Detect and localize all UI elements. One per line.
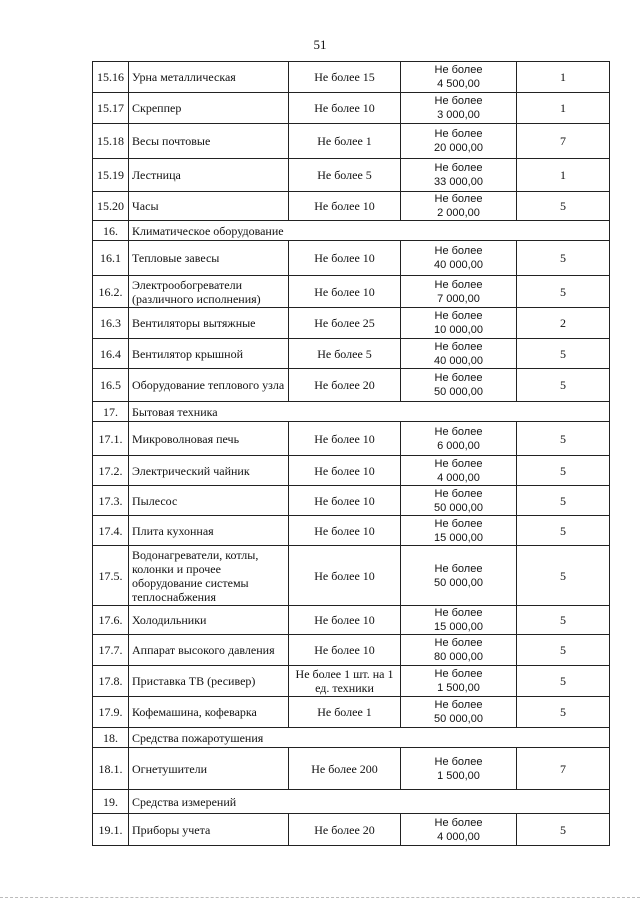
- price-label: Не более: [434, 162, 483, 174]
- row-number-cell: 17.3.: [93, 486, 129, 516]
- table-row: [93, 339, 610, 369]
- page-number: 51: [313, 37, 327, 52]
- price-cell: [401, 422, 517, 456]
- table-row: [93, 666, 610, 697]
- price-label: Не более: [434, 95, 483, 107]
- quantity-cell: Не более 1: [289, 124, 401, 159]
- table-body: [93, 62, 610, 846]
- row-number-cell: 16.1: [93, 241, 129, 276]
- item-name-cell: Огнетушители: [129, 748, 289, 790]
- quantity-cell: Не более 20: [289, 814, 401, 846]
- price-value: 50 000,00: [434, 386, 483, 398]
- row-number-cell: 17.6.: [93, 606, 129, 635]
- section-row: [93, 402, 610, 422]
- table-row: [93, 369, 610, 402]
- row-number-cell: 15.19: [93, 159, 129, 192]
- table-row: [93, 456, 610, 486]
- price-value: 1 500,00: [437, 769, 480, 782]
- table-row: [93, 814, 610, 846]
- service-life-cell: 5: [517, 192, 610, 221]
- price-label: Не более: [434, 487, 483, 500]
- quantity-cell: Не более 10: [289, 635, 401, 666]
- price-value: 20 000,00: [434, 142, 483, 154]
- service-life-cell: 5: [517, 339, 610, 369]
- price-cell: [401, 546, 517, 606]
- section-title-cell: Климатическое оборудование: [129, 221, 610, 241]
- quantity-cell: Не более 10: [289, 241, 401, 276]
- row-number-cell: 16.3: [93, 308, 129, 339]
- price-label: Не более: [434, 816, 483, 829]
- price-cell: [401, 635, 517, 666]
- price-cell: [401, 697, 517, 728]
- item-name-cell: Кофемашина, кофеварка: [129, 697, 289, 728]
- table-row: [93, 62, 610, 93]
- price-value: 50 000,00: [434, 713, 483, 725]
- quantity-cell: Не более 200: [289, 748, 401, 790]
- service-life-cell: 5: [517, 276, 610, 308]
- item-name-cell: Лестница: [129, 159, 289, 192]
- item-name-cell: Приставка ТВ (ресивер): [129, 666, 289, 697]
- quantity-cell: Не более 1: [289, 697, 401, 728]
- item-name-cell: Вентиляторы вытяжные: [129, 308, 289, 339]
- price-value: 4 500,00: [437, 78, 480, 90]
- price-label: Не более: [434, 607, 483, 619]
- service-life-cell: 1: [517, 93, 610, 124]
- section-row: [93, 728, 610, 748]
- price-value: 40 000,00: [434, 259, 483, 271]
- price-cell: [401, 241, 517, 276]
- service-life-cell: 5: [517, 814, 610, 846]
- price-value: 3 000,00: [437, 109, 480, 121]
- quantity-cell: Не более 10: [289, 546, 401, 606]
- price-cell: [401, 369, 517, 402]
- price-label: Не более: [434, 193, 483, 205]
- quantity-cell: Не более 10: [289, 456, 401, 486]
- table-row: [93, 546, 610, 606]
- quantity-cell: Не более 1 шт. на 1 ед. техники: [289, 666, 401, 697]
- row-number-cell: 17.7.: [93, 635, 129, 666]
- table-row: [93, 159, 610, 192]
- item-name-cell: Холодильники: [129, 606, 289, 635]
- section-title-cell: Средства пожаротушения: [129, 728, 610, 748]
- row-number-cell: 15.17: [93, 93, 129, 124]
- row-number-cell: 18.1.: [93, 748, 129, 790]
- price-cell: [401, 124, 517, 159]
- service-life-cell: 5: [517, 635, 610, 666]
- table-row: [93, 635, 610, 666]
- footer-divider: [0, 897, 640, 898]
- price-value: 4 000,00: [437, 471, 480, 484]
- price-cell: [401, 62, 517, 93]
- item-name-cell: Водонагреватели, котлы, колонки и прочее оборудование системы теплоснабжения: [129, 546, 289, 606]
- quantity-cell: Не более 20: [289, 369, 401, 402]
- item-name-cell: Микроволновая печь: [129, 422, 289, 456]
- table-row: [93, 606, 610, 635]
- row-number-cell: 17.: [93, 402, 129, 422]
- price-value: 80 000,00: [434, 651, 483, 663]
- section-row: [93, 790, 610, 814]
- price-cell: [401, 159, 517, 192]
- price-value: 50 000,00: [434, 576, 483, 589]
- price-cell: [401, 606, 517, 635]
- item-name-cell: Урна металлическая: [129, 62, 289, 93]
- quantity-cell: Не более 5: [289, 339, 401, 369]
- price-value: 7 000,00: [437, 292, 480, 305]
- service-life-cell: 5: [517, 486, 610, 516]
- quantity-cell: Не более 5: [289, 159, 401, 192]
- price-cell: [401, 93, 517, 124]
- row-number-cell: 17.2.: [93, 456, 129, 486]
- quantity-cell: Не более 10: [289, 192, 401, 221]
- service-life-cell: 5: [517, 666, 610, 697]
- item-name-cell: Аппарат высокого давления: [129, 635, 289, 666]
- item-name-cell: Скреппер: [129, 93, 289, 124]
- row-number-cell: 16.2.: [93, 276, 129, 308]
- price-value: 50 000,00: [434, 501, 483, 514]
- service-life-cell: 2: [517, 308, 610, 339]
- row-number-cell: 17.5.: [93, 546, 129, 606]
- row-number-cell: 17.4.: [93, 516, 129, 546]
- row-number-cell: 16.: [93, 221, 129, 241]
- item-name-cell: Вентилятор крышной: [129, 339, 289, 369]
- quantity-cell: Не более 10: [289, 486, 401, 516]
- price-label: Не более: [434, 457, 483, 470]
- price-label: Не более: [434, 668, 483, 680]
- price-cell: [401, 308, 517, 339]
- price-cell: [401, 666, 517, 697]
- service-life-cell: 7: [517, 748, 610, 790]
- price-cell: [401, 814, 517, 846]
- row-number-cell: 19.: [93, 790, 129, 814]
- price-label: Не более: [434, 245, 483, 257]
- row-number-cell: 16.4: [93, 339, 129, 369]
- section-title-cell: Средства измерений: [129, 790, 610, 814]
- service-life-cell: 5: [517, 697, 610, 728]
- row-number-cell: 17.8.: [93, 666, 129, 697]
- item-name-cell: Электрический чайник: [129, 456, 289, 486]
- table-row: [93, 93, 610, 124]
- row-number-cell: 15.16: [93, 62, 129, 93]
- price-cell: [401, 339, 517, 369]
- quantity-cell: Не более 25: [289, 308, 401, 339]
- price-cell: [401, 748, 517, 790]
- price-label: Не более: [434, 340, 483, 353]
- price-value: 6 000,00: [437, 439, 480, 452]
- service-life-cell: 1: [517, 159, 610, 192]
- price-value: 4 000,00: [437, 830, 480, 843]
- price-label: Не более: [434, 699, 483, 711]
- price-label: Не более: [434, 128, 483, 140]
- table-row: [93, 422, 610, 456]
- row-number-cell: 15.18: [93, 124, 129, 159]
- service-life-cell: 1: [517, 62, 610, 93]
- price-label: Не более: [434, 372, 483, 384]
- table-row: [93, 192, 610, 221]
- item-name-cell: Электрообогреватели (различного исполнения): [129, 276, 289, 308]
- service-life-cell: 5: [517, 606, 610, 635]
- table-row: [93, 748, 610, 790]
- service-life-cell: 5: [517, 369, 610, 402]
- price-value: 40 000,00: [434, 354, 483, 367]
- price-label: Не более: [434, 755, 483, 768]
- price-value: 15 000,00: [434, 531, 483, 544]
- price-value: 10 000,00: [434, 324, 483, 336]
- item-name-cell: Пылесос: [129, 486, 289, 516]
- row-number-cell: 15.20: [93, 192, 129, 221]
- price-cell: [401, 276, 517, 308]
- table-row: [93, 486, 610, 516]
- item-name-cell: Тепловые завесы: [129, 241, 289, 276]
- row-number-cell: 18.: [93, 728, 129, 748]
- equipment-table: [92, 61, 610, 846]
- service-life-cell: 7: [517, 124, 610, 159]
- table-row: [93, 124, 610, 159]
- price-label: Не более: [434, 310, 483, 322]
- item-name-cell: Плита кухонная: [129, 516, 289, 546]
- price-value: 1 500,00: [437, 682, 480, 694]
- quantity-cell: Не более 10: [289, 276, 401, 308]
- item-name-cell: Оборудование теплового узла: [129, 369, 289, 402]
- quantity-cell: Не более 10: [289, 606, 401, 635]
- row-number-cell: 17.1.: [93, 422, 129, 456]
- quantity-cell: Не более 15: [289, 62, 401, 93]
- item-name-cell: Весы почтовые: [129, 124, 289, 159]
- price-value: 15 000,00: [434, 621, 483, 633]
- service-life-cell: 5: [517, 546, 610, 606]
- service-life-cell: 5: [517, 456, 610, 486]
- price-value: 33 000,00: [434, 176, 483, 188]
- row-number-cell: 16.5: [93, 369, 129, 402]
- section-row: [93, 221, 610, 241]
- price-value: 2 000,00: [437, 207, 480, 219]
- service-life-cell: 5: [517, 516, 610, 546]
- service-life-cell: 5: [517, 241, 610, 276]
- price-cell: [401, 456, 517, 486]
- price-label: Не более: [434, 425, 483, 438]
- quantity-cell: Не более 10: [289, 422, 401, 456]
- quantity-cell: Не более 10: [289, 93, 401, 124]
- price-label: Не более: [434, 562, 483, 575]
- table-row: [93, 308, 610, 339]
- price-label: Не более: [434, 517, 483, 530]
- price-cell: [401, 192, 517, 221]
- item-name-cell: Часы: [129, 192, 289, 221]
- table-row: [93, 516, 610, 546]
- price-label: Не более: [434, 637, 483, 649]
- section-title-cell: Бытовая техника: [129, 402, 610, 422]
- price-cell: [401, 516, 517, 546]
- service-life-cell: 5: [517, 422, 610, 456]
- price-label: Не более: [434, 64, 483, 76]
- table-row: [93, 276, 610, 308]
- item-name-cell: Приборы учета: [129, 814, 289, 846]
- price-label: Не более: [434, 278, 483, 291]
- price-cell: [401, 486, 517, 516]
- quantity-cell: Не более 10: [289, 516, 401, 546]
- table-row: [93, 697, 610, 728]
- table-row: [93, 241, 610, 276]
- row-number-cell: 19.1.: [93, 814, 129, 846]
- row-number-cell: 17.9.: [93, 697, 129, 728]
